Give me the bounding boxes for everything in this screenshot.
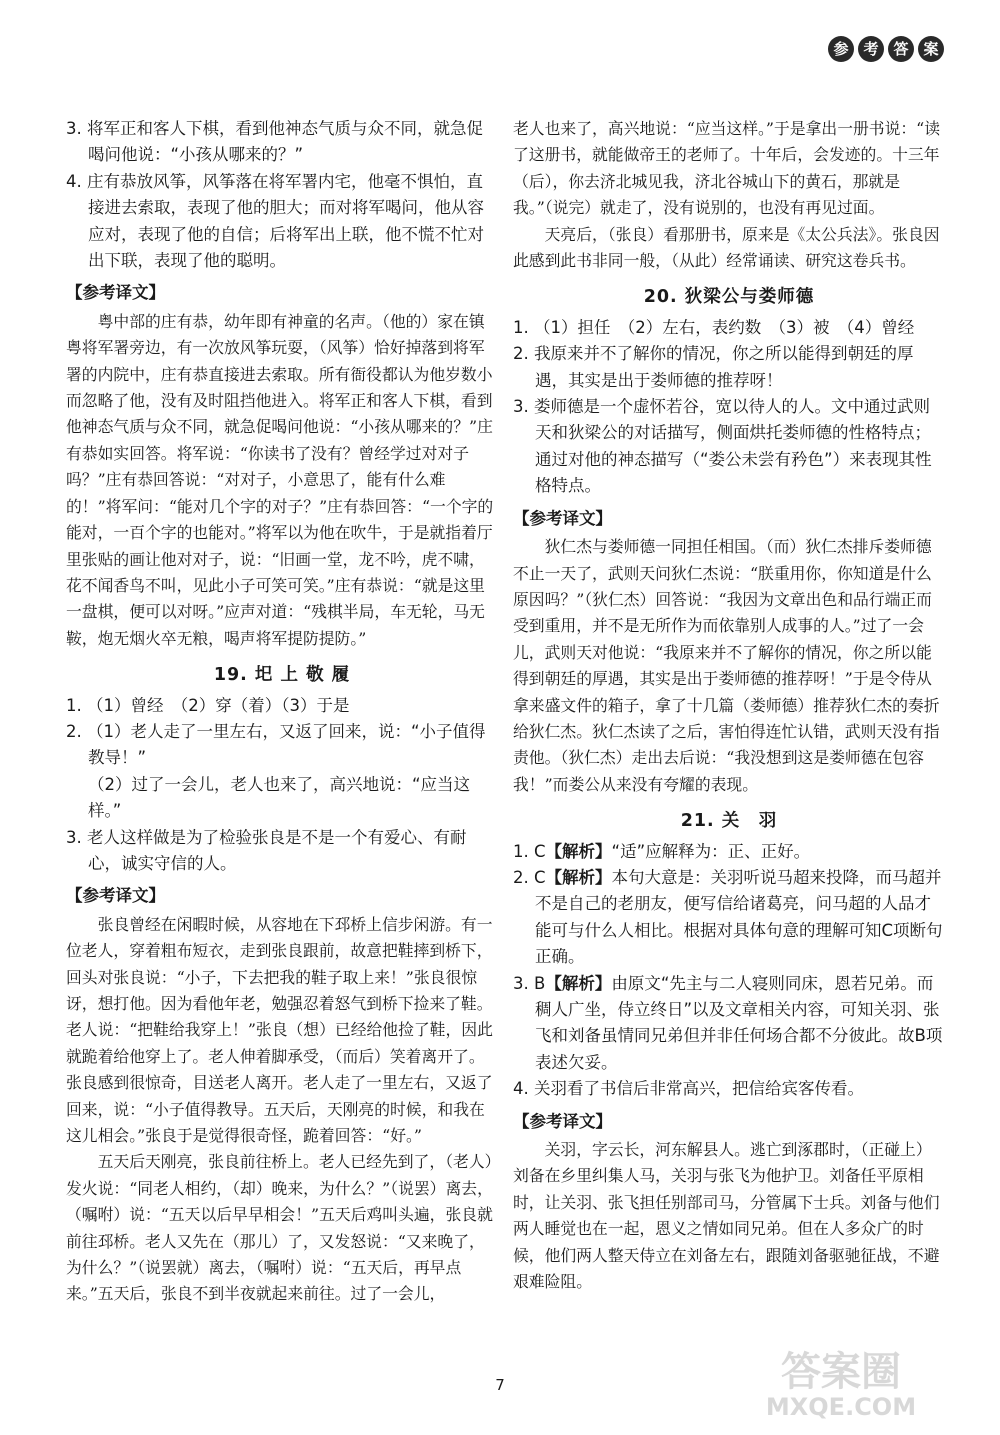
answer-item: 1. C【解析】“适”应解释为：正、正好。 xyxy=(513,841,811,861)
translation-text: 五天后天刚亮，张良前往桥上。老人已经先到了，（老人）发火说：“同老人相约，（却）晚来，为什么？”（说罢）离去，（嘱咐）说：“五天以后早早相会！”五天后鸡叫头遍，张良就前往邳桥。老人又先在（那儿）了，又发怒说：“又来晚了，为什么？”（说罢就）离去，（嘱咐）说：“五天后，再早点来。”五天后，张良不到半夜就起来前往。过了一会儿， xyxy=(66,1152,493,1304)
page-number: 7 xyxy=(495,1376,505,1394)
left-column xyxy=(66,116,498,1308)
translation-label: 【参考译文】 xyxy=(513,1111,612,1131)
translation-label: 【参考译文】 xyxy=(513,508,612,528)
answer-item: 3. B【解析】由原文“先主与二人寝则同床，恩若兄弟。而稠人广坐，侍立终日”以及文章相关内容，可知关羽、张飞和刘备虽情同兄弟但并非任何场合都不分彼此。故B项表述欠妥。 xyxy=(513,973,943,1072)
answer-item: 2. C【解析】本句大意是：关羽听说马超来投降，而马超并不是自己的老朋友，便写信给诸葛亮，问马超的人品才能可与什么人相比。根据对具体句意的理解可知C项断句正确。 xyxy=(513,867,943,967)
badge-char: 考 xyxy=(858,36,884,62)
section-title: 19. 圯 上 敬 履 xyxy=(213,665,351,686)
badge-char: 参 xyxy=(828,36,854,62)
answer-item: 1. （1）担任 （2）左右，表约数 （3）被 （4）曾经 xyxy=(513,317,915,337)
answer-item: 3. 娄师德是一个虚怀若谷，宽以待人的人。文中通过武则天和狄梁公的对话描写，侧面烘托娄师德的性格特点；通过对他的神态描写（“娄公未尝有矜色”）来表现其性格特点。 xyxy=(513,397,932,496)
badge-char: 案 xyxy=(918,36,944,62)
translation-text: 天亮后，（张良）看那册书，原来是《太公兵法》。张良因此感到此书非同一般，（从此）经常诵读、研究这卷兵书。 xyxy=(513,224,940,271)
translation-text: 老人也来了，高兴地说：“应当这样。”于是拿出一册书说：“读了这册书，就能做帝王的老师了。十年后，会发迹的。十三年（后），你去济北城见我，济北谷城山下的黄石，那就是我。”（说完）就走了，没有说别的，也没有再见过面。 xyxy=(513,119,941,218)
answer-item: （2）过了一会儿，老人也来了，高兴地说：“应当这样。” xyxy=(88,774,471,821)
answer-item: 4. 关羽看了书信后非常高兴，把信给宾客传看。 xyxy=(513,1079,864,1099)
answer-item: 1. （1）曾经 （2）穿（着）（3）于是 xyxy=(66,695,350,715)
answer-item: 3. 老人这样做是为了检验张良是不是一个有爱心、有耐心，诚实守信的人。 xyxy=(66,827,467,873)
translation-text: 狄仁杰与娄师德一同担任相国。（而）狄仁杰排斥娄师德不止一天了，武则天问狄仁杰说：“朕重用你，你知道是什么原因吗？”（狄仁杰）回答说：“我因为文章出色和品行端正而受到重用，并不是无所作为而依靠别人成事的人。”过了一会儿，武则天对他说：“我原来并不了解你的情况，你之所以能得到朝廷的厚遇，其实是出于娄师德的推荐呀！”于是令侍从拿来盛文件的箱子，拿了十几篇（娄师德）推荐狄仁杰的奏折给狄仁杰。狄仁杰读了之后，害怕得连忙认错，武则天没有指责他。（狄仁杰）走出去后说：“我没想到这是娄师德在包容我！”而娄公从来没有夸耀的表现。 xyxy=(513,537,940,794)
svg-text:答案圈: 答案圈 xyxy=(781,1349,901,1395)
section-title: 20. 狄梁公与娄师德 xyxy=(643,287,815,308)
badge-char: 答 xyxy=(888,36,914,62)
watermark-logo xyxy=(716,1341,966,1421)
answer-key-badge xyxy=(828,36,944,62)
right-column xyxy=(513,116,945,1295)
answer-item: 4. 庄有恭放风筝，风筝落在将军署内宅，他毫不惧怕，直接进去索取，表现了他的胆大；而对将军喝问，他从容应对，表现了他的自信；后将军出上联，他不慌不忙对出下联，表现了他的聪明。 xyxy=(66,171,484,271)
answer-item: 3. 将军正和客人下棋，看到他神态气质与众不同，就急促喝问他说：“小孩从哪来的？” xyxy=(66,119,483,165)
svg-text:MXQE.COM: MXQE.COM xyxy=(765,1393,917,1421)
answer-item: 2. 我原来并不了解你的情况，你之所以能得到朝廷的厚遇，其实是出于娄师德的推荐呀！ xyxy=(513,344,914,390)
answer-item: 2. （1）老人走了一里左右，又返了回来，说：“小子值得教导！” xyxy=(66,721,486,768)
translation-text: 粤中部的庄有恭，幼年即有神童的名声。（他的）家在镇粤将军署旁边，有一次放风筝玩耍，（风筝）恰好掉落到将军署的内院中，庄有恭直接进去索取。所有衙役都认为他岁数小而忽略了他，没有及时阻挡他进入。将军正和客人下棋，看到他神态气质与众不同，就急促喝问他说：“小孩从哪来的？”庄有恭如实回答。将军说：“你读书了没有？曾经学过对对子吗？”庄有恭回答说：“对对子，小意思了，能有什么难的！”将军问：“能对几个字的对子？”庄有恭回答：“一个字的能对，一百个字的也能对。”将军以为他在吹牛，于是就指着厅里张贴的画让他对对子，说：“旧画一堂，龙不吟，虎不啸，花不闻香鸟不叫，见此小子可笑可笑。”庄有恭说：“就是这里一盘棋，便可以对呀。”应声对道：“残棋半局，车无轮，马无鞍，炮无烟火卒无粮，喝声将军提防提防。” xyxy=(66,311,494,648)
translation-text: 关羽，字云长，河东解县人。逃亡到涿郡时，（正碰上）刘备在乡里纠集人马，关羽与张飞为他护卫。刘备任平原相时，让关羽、张飞担任别部司马，分管属下士兵。刘备与他们两人睡觉也在一起，恩义之情如同兄弟。但在人多众广的时候，他们两人整天侍立在刘备左右，跟随刘备驱驰征战，不避艰难险阻。 xyxy=(513,1140,940,1292)
translation-label: 【参考译文】 xyxy=(66,886,165,906)
translation-text: 张良曾经在闲暇时候，从容地在下邳桥上信步闲游。有一位老人，穿着粗布短衣，走到张良跟前，故意把鞋摔到桥下，回头对张良说：“小子，下去把我的鞋子取上来！”张良很惊讶，想打他。因为看他年老，勉强忍着怒气到桥下捡来了鞋。老人说：“把鞋给我穿上！”张良（想）已经给他捡了鞋，因此就跪着给他穿上了。老人伸着脚承受，（而后）笑着离开了。张良感到很惊奇，目送老人离开。老人走了一里左右，又返了回来，说：“小子值得教导。五天后，天刚亮的时候，和我在这儿相会。”张良于是觉得很奇怪，跪着回答：“好。” xyxy=(66,914,493,1146)
section-title: 21. 关 羽 xyxy=(680,811,778,832)
translation-label: 【参考译文】 xyxy=(66,283,165,303)
